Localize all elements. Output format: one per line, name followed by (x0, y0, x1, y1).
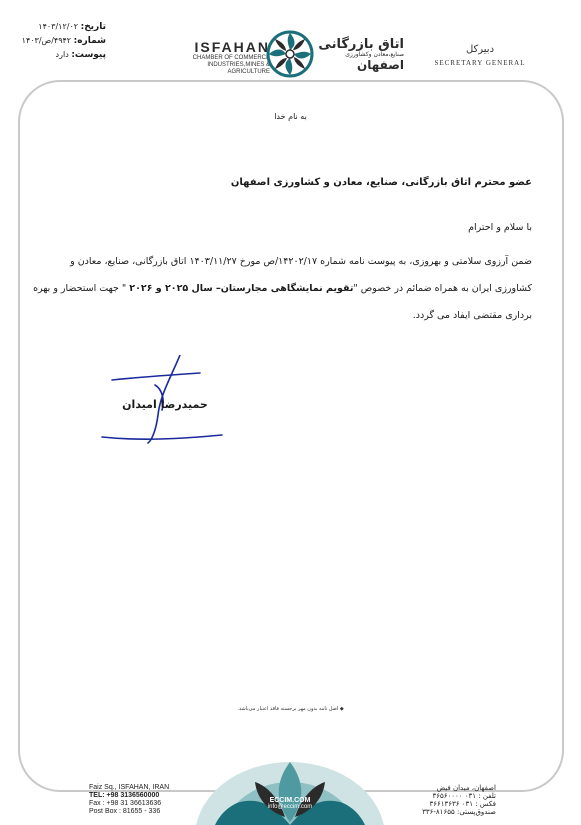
letter-body (32, 248, 532, 329)
greeting: با سلام و احترام (468, 222, 532, 233)
footer-fax-en: Fax : +98 31 36613636 (89, 800, 162, 807)
salutation: به نام خدا (274, 112, 307, 121)
number-row (6, 34, 106, 48)
attachment-row (6, 48, 106, 62)
logo-english-text (176, 39, 270, 76)
logo-fa-line1: اتاق بازرگانی (318, 37, 404, 52)
logo-fa-line3: اصفهان (356, 58, 404, 72)
logo-fa-line2: صنایع،معادن وکشاورزی (345, 51, 404, 58)
logo-en-line1: CHAMBER OF COMMERCE (192, 55, 270, 61)
footnote-bullet-icon: ◆ (339, 706, 344, 712)
number-value: ۴۹۴۲/ص/۱۴۰۳ (21, 36, 72, 45)
validity-footnote (0, 706, 581, 712)
logo-persian-text (312, 38, 404, 71)
date-label: تاریخ: (80, 22, 106, 32)
footnote-text: اصل نامه بدون مهر برجسته فاقد اعتبار می‌باشد. (237, 706, 339, 712)
letter-meta (6, 20, 106, 62)
footer-fax-fa: فکس : ۰۳۱ ۳۶۶۱۳۶۳۶ (429, 800, 496, 808)
footer-contact-en (89, 784, 199, 816)
footer-tel-fa: تلفن : ۰۳۱ ۳۶۵۶۰۰۰۰ (432, 792, 496, 800)
footer-website-link[interactable]: ECCIM.COM (269, 797, 311, 804)
office-title-fa: دبیرکل (465, 44, 495, 55)
attachment-value: دارد (55, 50, 69, 59)
footer-postbox-en: Post Box : 81655 - 336 (89, 808, 161, 815)
addressee: عضو محترم اتاق بازرگانی، صنایع، معادن و کشاورزی اصفهان (230, 177, 532, 188)
footer-email-link[interactable]: info@eccim.com (267, 804, 313, 810)
attachment-label: پیوست: (71, 50, 106, 60)
number-label: شماره: (73, 36, 106, 46)
footer-contact-fa (400, 784, 496, 816)
footer-tel-en: TEL: +98 3136560000 (89, 792, 160, 799)
logo-en-name: ISFAHAN (194, 39, 270, 55)
signer-name: حمیدرضا امیدان (122, 398, 208, 411)
footer-address-fa: اصفهان، میدان فیض (436, 784, 496, 792)
office-title (430, 44, 530, 67)
footer-emblem-icon (195, 742, 385, 825)
footer-postbox-fa: صندوق‌پستی: ۸۱۶۵۵-۳۳۶ (422, 808, 496, 816)
chamber-logo-icon (266, 30, 314, 78)
body-text-part2: " جهت استحضار و بهره برداری مقتضی ایفاد می گردد. (33, 283, 532, 321)
footer-website (240, 797, 340, 810)
logo-en-line2: INDUSTRIES,MINES & AGRICULTURE (207, 62, 270, 75)
office-title-en: SECRETARY GENERAL (434, 59, 526, 67)
footer-address-en: Faiz Sq., ISFAHAN, IRAN (89, 784, 170, 791)
body-text-part1: ضمن آرزوی سلامتی و بهروزی، به پیوست نامه شماره ۱۴۲۰۲/۱۷/ص مورخ ۱۴۰۳/۱۱/۲۷ اتاق بازرگانی، صنایع، معادن و کشاورزی ایران به همراه ضمائم در خصوص " (70, 256, 532, 294)
date-value: ۱۴۰۳/۱۲/۰۲ (38, 22, 79, 31)
date-row (6, 20, 106, 34)
body-text-bold: تقویم نمایشگاهی مجارستان– سال ۲۰۲۵ و ۲۰۲۶ (129, 283, 354, 294)
